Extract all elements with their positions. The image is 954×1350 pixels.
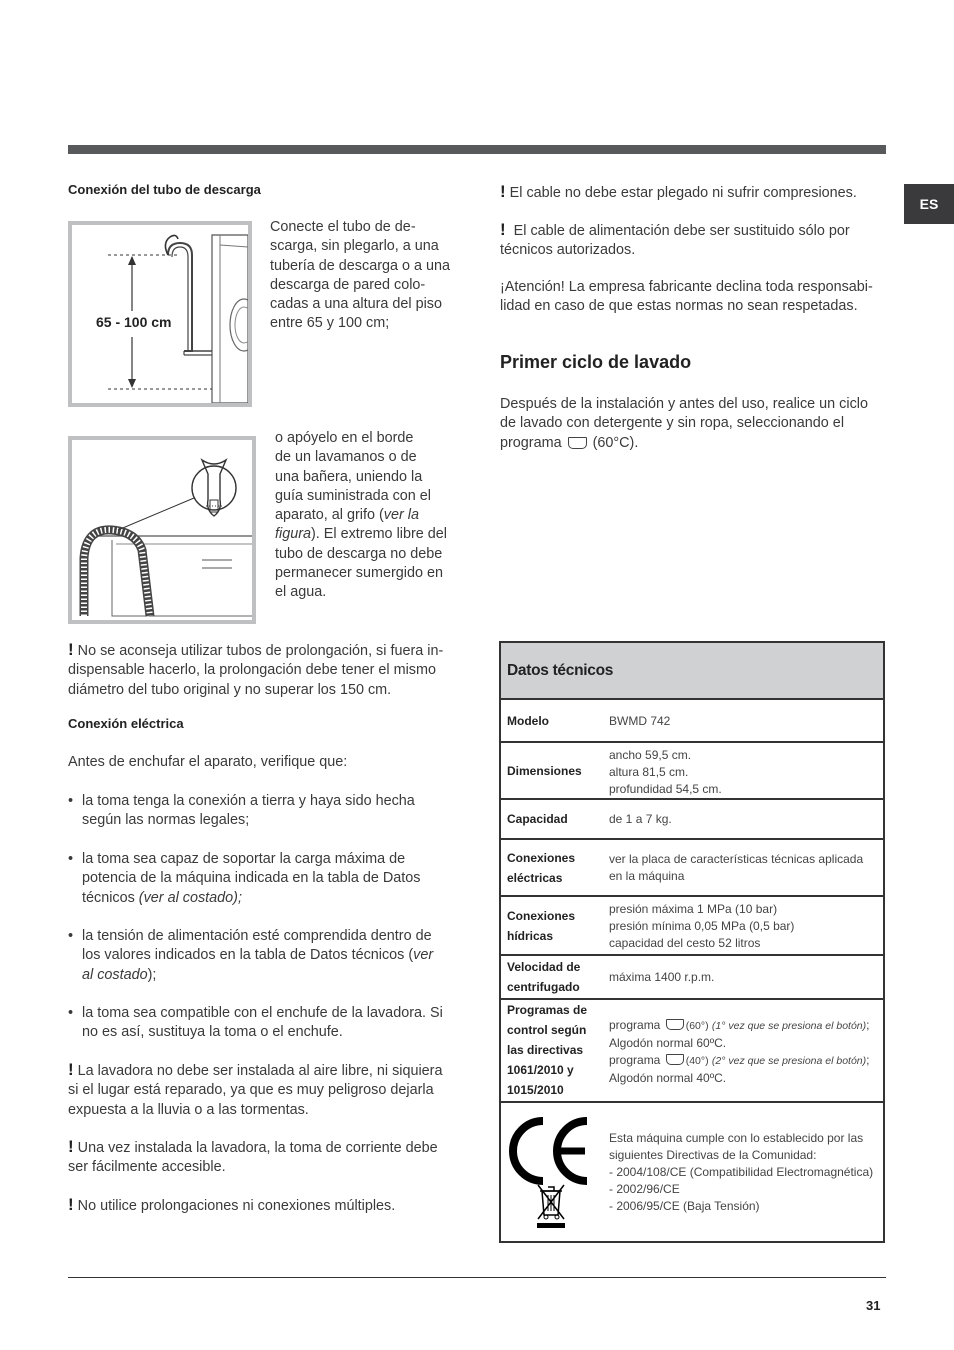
table-title: Datos técnicos [507, 662, 614, 679]
language-tab: ES [904, 184, 954, 224]
text-line: ser fácilmente accesible. [68, 1159, 226, 1176]
text-italic: (1° vez que se presiona el botón) [711, 1020, 867, 1032]
text-line: (40°) [685, 1055, 709, 1067]
table-row-spin [501, 954, 883, 999]
text-line: o apóyelo en el borde [275, 430, 414, 446]
drain-heading: Conexión del tubo de descarga [68, 182, 261, 197]
bullet-dot: • [68, 793, 74, 809]
text-italic: (ver al costado); [138, 889, 242, 906]
text-italic: al costado [82, 966, 148, 983]
table-row-model [501, 698, 883, 742]
figure-drain-wall [68, 221, 252, 407]
cotton-program-icon [666, 1019, 684, 1030]
text-line: No se aconseja utilizar tubos de prolongación, si fuera in- [77, 643, 444, 659]
text-line: Conexiones [507, 909, 576, 923]
row-value: programa (60°) (1° vez que se presiona el botón); Algodón normal 60ºC. programa (40°) (2° vez que se presiona el botón); Algodón normal 40ºC. [609, 1017, 881, 1087]
text-line: tubo de descarga no debe [275, 545, 443, 562]
text-line: presión máxima 1 MPa (10 bar) [609, 902, 778, 916]
text-line: - 2002/96/CE [609, 1182, 680, 1196]
figure-drain-sink [68, 436, 256, 624]
bullet-load [68, 850, 458, 908]
warning-cable [500, 182, 890, 203]
text-line: de lavado con detergente y sin ropa, seleccionando el [500, 415, 845, 432]
row-label: Modelo [507, 714, 549, 728]
text-line: guía suministrada con el [275, 487, 431, 504]
text-line: centrifugado [507, 980, 580, 994]
text-line: entre 65 y 100 cm; [270, 315, 390, 332]
text-italic: ver [413, 947, 434, 964]
text-line: permanecer sumergido en [275, 565, 443, 582]
table-row-electric [501, 838, 883, 896]
text-line: ver la placa de características técnicas aplicada [609, 852, 864, 866]
text-line: presión mínima 0,05 MPa (0,5 bar) [609, 919, 795, 933]
text-line: ¡Atención! La empresa fabricante declina toda responsabi- [500, 279, 873, 295]
text-line: hídricas [507, 929, 554, 943]
text-line: las directivas [507, 1043, 584, 1057]
text-line: El cable no debe estar plegado ni sufrir compresiones. [509, 185, 857, 201]
text-line: ). El extremo libre del [311, 526, 447, 543]
bullet-dot: • [68, 851, 74, 867]
text-line: La lavadora no debe ser instalada al aire libre, ni siquiera [77, 1063, 443, 1079]
drain-instruction-1 [270, 218, 460, 334]
text-line: tubería de descarga o a una [270, 257, 451, 274]
text-line: Conexiones [507, 851, 576, 865]
text-line: la toma tenga la conexión a tierra y haya sido hecha [82, 793, 415, 809]
table-row-water [501, 895, 883, 955]
drain-sink-illustration [72, 440, 252, 620]
warning-icon: ! [68, 640, 74, 659]
height-range-label: 65 - 100 cm [96, 314, 172, 330]
text-line: si el lugar está reparado, ya que es muy peligroso dejarla [68, 1082, 434, 1099]
row-label [507, 848, 603, 888]
bullet-voltage [68, 927, 458, 985]
table-row-programs [501, 998, 883, 1102]
text-line: (60°) [685, 1020, 709, 1032]
text-line: El cable de alimentación debe ser sustituido sólo por [513, 223, 850, 239]
text-line: Velocidad de [507, 960, 581, 974]
text-line: Una vez instalada la lavadora, la toma de corriente debe [77, 1140, 438, 1156]
text-line: dispensable hacerlo, la prolongación debe tener el mismo [68, 662, 436, 679]
text-line: Esta máquina cumple con lo establecido por las [609, 1131, 864, 1145]
text-line: de un lavamanos o de [275, 449, 417, 466]
text-line: Conecte el tubo de de- [270, 219, 416, 235]
text-line: control según [507, 1023, 587, 1037]
text-line: No utilice prolongaciones ni conexiones múltiples. [77, 1198, 396, 1214]
bullet-dot: • [68, 1005, 74, 1021]
text-line: la toma sea compatible con el enchufe de la lavadora. Si [82, 1005, 443, 1021]
row-value: BWMD 742 [609, 714, 671, 728]
text-line: descarga de pared colo- [270, 276, 426, 293]
row-value: máxima 1400 r.p.m. [609, 970, 715, 984]
text-line: programa [609, 1018, 661, 1032]
row-value [609, 901, 881, 952]
text-italic: ver la [383, 507, 419, 524]
bullet-ground [68, 792, 458, 831]
footer-rule [68, 1277, 886, 1278]
text-italic: (2° vez que se presiona el botón) [711, 1055, 867, 1067]
table-row-capacity [501, 798, 883, 839]
warning-icon: ! [500, 182, 506, 201]
text-line: los valores indicados en la tabla de Datos técnicos ( [82, 947, 414, 964]
weee-bin-icon [534, 1181, 568, 1229]
text-line: técnicos autorizados. [500, 242, 636, 259]
warning-icon: ! [68, 1137, 74, 1156]
text-line: Algodón normal 40ºC. [609, 1071, 727, 1085]
text-line: Después de la instalación y antes del uso, realice un ciclo [500, 396, 868, 412]
text-line: una bañera, uniendo la [275, 468, 423, 485]
warning-replace [500, 220, 890, 261]
text-italic: figura [275, 526, 311, 543]
row-label [507, 1000, 603, 1100]
warning-access [68, 1137, 468, 1178]
text-line: eléctricas [507, 871, 563, 885]
drain-instruction-2 [275, 429, 460, 603]
table-header [501, 643, 883, 700]
technical-data-table [499, 641, 885, 1243]
text-line: la tensión de alimentación esté comprendida dentro de [82, 928, 432, 944]
ce-compliance-text [609, 1130, 881, 1215]
text-line: cadas a una altura del piso [270, 296, 443, 313]
cotton-program-icon [568, 437, 587, 449]
text-line: altura 81,5 cm. [609, 765, 689, 779]
text-line: potencia de la máquina indicada en la tabla de Datos [82, 870, 421, 887]
warning-icon: ! [68, 1060, 74, 1079]
text-line: - 2006/95/CE (Baja Tensión) [609, 1199, 760, 1213]
text-line: programa [500, 434, 566, 451]
text-line: ancho 59,5 cm. [609, 748, 692, 762]
text-line: el agua. [275, 584, 327, 601]
electric-heading: Conexión eléctrica [68, 716, 184, 731]
row-label: Dimensiones [507, 764, 582, 778]
text-line: según las normas legales; [82, 812, 250, 829]
row-value: de 1 a 7 kg. [609, 812, 672, 826]
bullet-dot: • [68, 928, 74, 944]
row-label: Capacidad [507, 812, 568, 826]
text-line: la toma sea capaz de soportar la carga máxima de [82, 851, 406, 867]
text-line: (60°C). [588, 434, 639, 451]
row-value [609, 747, 881, 798]
text-line: técnicos [82, 889, 139, 906]
text-line: lidad en caso de que estas normas no sean respetadas. [500, 298, 858, 315]
electric-intro: Antes de enchufar el aparato, verifique que: [68, 754, 348, 770]
text-line: Algodón normal 60ºC. [609, 1036, 727, 1050]
warning-outdoor [68, 1060, 468, 1120]
table-row-ce [501, 1101, 883, 1243]
table-row-dimensions [501, 741, 883, 799]
first-cycle-text [500, 395, 890, 453]
text-line: no es así, sustituya la toma o el enchufe. [82, 1024, 343, 1041]
text-line: diámetro del tubo original y no superar los 150 cm. [68, 681, 392, 698]
warning-extension [68, 640, 468, 700]
text-line: siguientes Directivas de la Comunidad: [609, 1148, 817, 1162]
text-line: - 2004/108/CE (Compatibilidad Electromagnética) [609, 1165, 874, 1179]
text-line: expuesta a la lluvia o a las tormentas. [68, 1101, 309, 1118]
text-line: profundidad 54,5 cm. [609, 782, 722, 796]
text-line: ); [147, 966, 157, 983]
warning-multiple [68, 1195, 468, 1216]
text-line: 1061/2010 y [507, 1063, 574, 1077]
warning-icon: ! [68, 1195, 74, 1214]
text-line: en la máquina [609, 869, 685, 883]
row-value [609, 851, 881, 885]
text-line: scarga, sin plegarlo, a una [270, 238, 439, 255]
header-bar [68, 145, 886, 154]
attention-note [500, 278, 890, 317]
page-number: 31 [866, 1298, 881, 1313]
first-cycle-title: Primer ciclo de lavado [500, 352, 692, 372]
text-line: capacidad del cesto 52 litros [609, 936, 761, 950]
warning-icon: ! [500, 220, 506, 239]
row-label [507, 906, 603, 946]
cotton-program-icon [666, 1054, 684, 1065]
text-line: aparato, al grifo ( [275, 507, 384, 524]
text-line: Programas de [507, 1003, 588, 1017]
bullet-plug [68, 1004, 458, 1043]
text-line: programa [609, 1053, 661, 1067]
row-label [507, 957, 603, 997]
text-line: 1015/2010 [507, 1083, 564, 1097]
